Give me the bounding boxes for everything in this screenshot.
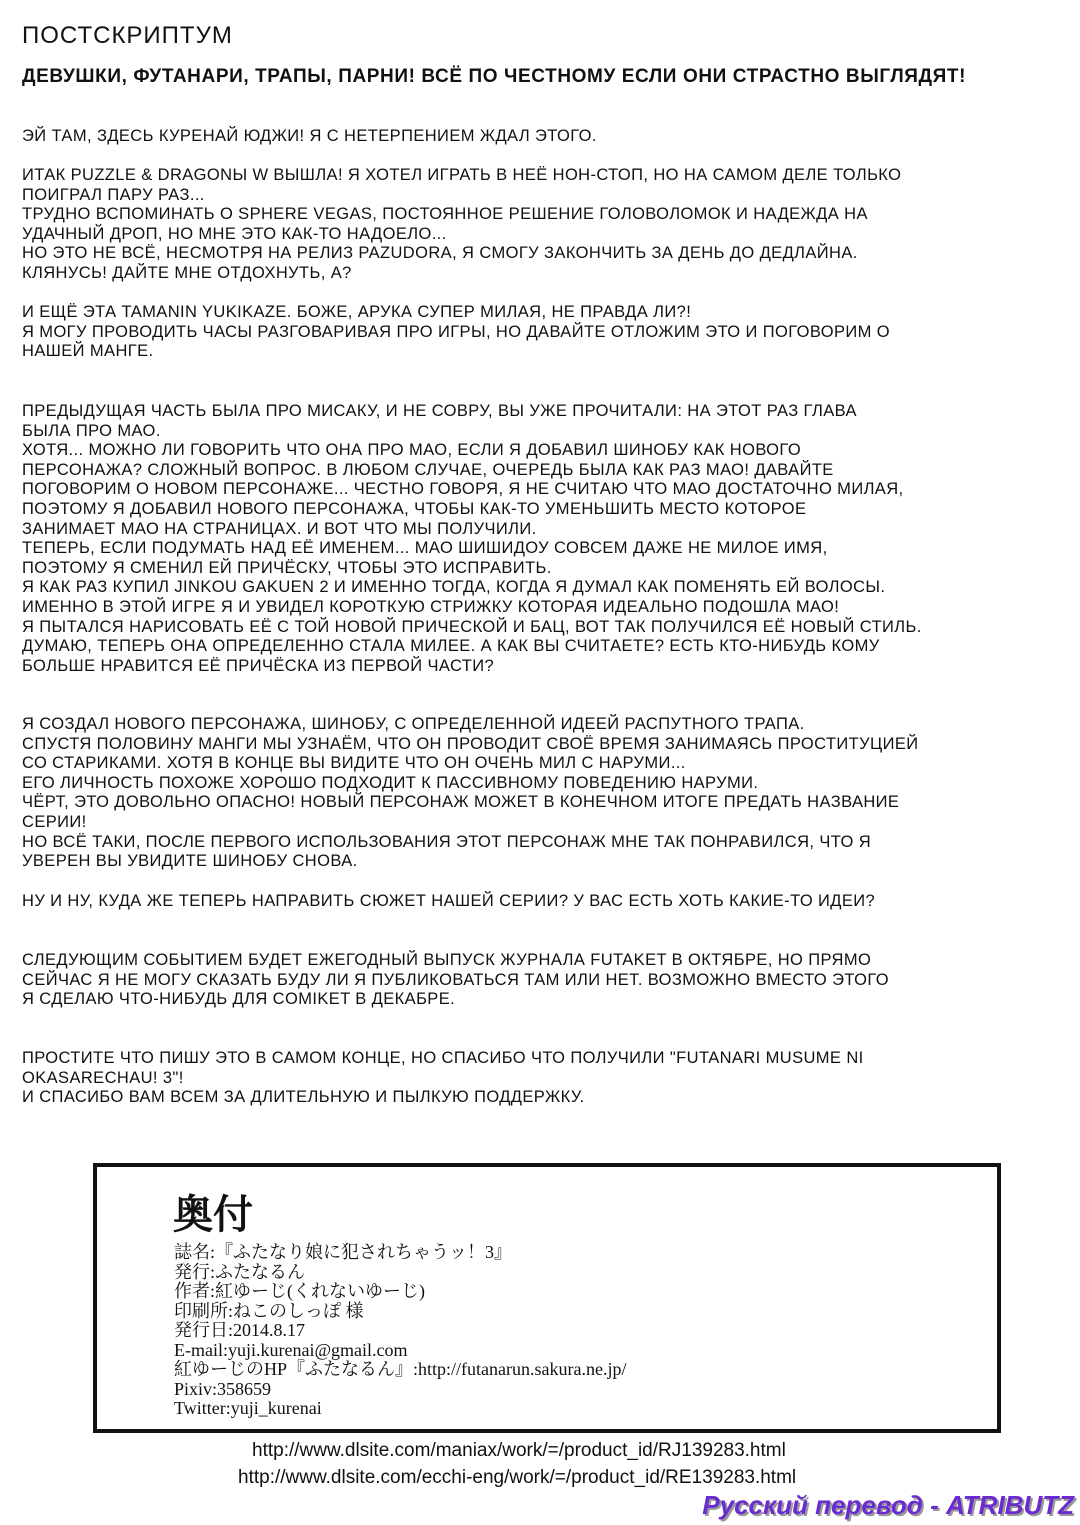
text-line: ЗАНИМАЕТ МАО НА СТРАНИЦАХ. И ВОТ ЧТО МЫ ПОЛУЧИЛИ. (22, 519, 537, 538)
colophon-line: 発行:ふたなるん (174, 1261, 306, 1282)
paragraph (22, 715, 919, 872)
colophon-line: Pixiv:358659 (174, 1378, 272, 1399)
colophon-line: 発行日:2014.8.17 (174, 1320, 306, 1340)
text-line: Я СОЗДАЛ НОВОГО ПЕРСОНАЖА, ШИНОБУ, С ОПРЕДЕЛЕННОЙ ИДЕЕЙ РАСПУТНОГО ТРАПА. (22, 715, 805, 733)
page-heading: ПОСТСКРИПТУМ (22, 22, 233, 49)
text-line: ПЕРСОНАЖА? СЛОЖНЫЙ ВОПРОС. В ЛЮБОМ СЛУЧАЕ, ОЧЕРЕДЬ БЫЛА КАК РАЗ МАО! ДАВАЙТЕ (22, 460, 834, 479)
colophon-line: Twitter:yuji_kurenai (174, 1398, 322, 1418)
paragraph (22, 303, 890, 362)
text-line: НУ И НУ, КУДА ЖЕ ТЕПЕРЬ НАПРАВИТЬ СЮЖЕТ НАШЕЙ СЕРИИ? У ВАС ЕСТЬ ХОТЬ КАКИЕ-ТО ИДЕИ? (22, 892, 876, 910)
text-line: НО ЭТО НЕ ВСЁ, НЕСМОТРЯ НА РЕЛИЗ PAZUDORA, Я СМОГУ ЗАКОНЧИТЬ ЗА ДЕНЬ ДО ДЕДЛАЙНА. (22, 244, 858, 263)
text-line: ПРОСТИТЕ ЧТО ПИШУ ЭТО В САМОМ КОНЦЕ, НО СПАСИБО ЧТО ПОЛУЧИЛИ "FUTANARI MUSUME NI (22, 1049, 864, 1067)
text-line: УДАЧНЫЙ ДРОП, НО МНЕ ЭТО КАК-ТО НАДОЕЛО... (22, 224, 447, 243)
text-line: ЭЙ ТАМ, ЗДЕСЬ КУРЕНАЙ ЮДЖИ! Я С НЕТЕРПЕНИЕМ ЖДАЛ ЭТОГО. (22, 127, 597, 145)
text-line: БЫЛА ПРО МАО. (22, 421, 161, 440)
colophon-details (174, 1243, 626, 1419)
text-line: ПОИГРАЛ ПАРУ РАЗ... (22, 185, 205, 204)
text-line: ТЕПЕРЬ, ЕСЛИ ПОДУМАТЬ НАД ЕЁ ИМЕНЕМ... МАО ШИШИДОУ СОВСЕМ ДАЖЕ НЕ МИЛОЕ ИМЯ, (22, 539, 828, 558)
text-line: ПОГОВОРИМ О НОВОМ ПЕРСОНАЖЕ... ЧЕСТНО ГОВОРЯ, Я НЕ СЧИТАЮ ЧТО МАО ДОСТАТОЧНО МИЛАЯ, (22, 480, 904, 499)
text-line: ТРУДНО ВСПОМИНАТЬ О SPHERE VEGAS, ПОСТОЯННОЕ РЕШЕНИЕ ГОЛОВОЛОМОК И НАДЕЖДА НА (22, 205, 868, 224)
text-line: СЕРИИ! (22, 812, 87, 831)
colophon-line: E-mail:yuji.kurenai@gmail.com (174, 1339, 408, 1360)
colophon-line: 作者:紅ゆーじ(くれないゆーじ) (174, 1281, 425, 1301)
text-line: ЕГО ЛИЧНОСТЬ ПОХОЖЕ ХОРОШО ПОДХОДИТ К ПАССИВНОМУ ПОВЕДЕНИЮ НАРУМИ. (22, 773, 759, 792)
text-line: НО ВСЁ ТАКИ, ПОСЛЕ ПЕРВОГО ИСПОЛЬЗОВАНИЯ ЭТОТ ПЕРСОНАЖ МНЕ ТАК ПОНРАВИЛСЯ, ЧТО Я (22, 832, 872, 851)
text-line: УВЕРЕН ВЫ УВИДИТЕ ШИНОБУ СНОВА. (22, 852, 358, 871)
paragraph (22, 402, 922, 676)
text-line: БОЛЬШЕ НРАВИТСЯ ЕЁ ПРИЧЁСКА ИЗ ПЕРВОЙ ЧАСТИ? (22, 656, 495, 675)
text-line: ХОТЯ... МОЖНО ЛИ ГОВОРИТЬ ЧТО ОНА ПРО МАО, ЕСЛИ Я ДОБАВИЛ ШИНОБУ КАК НОВОГО (22, 441, 802, 460)
text-line: И ЕЩЁ ЭТА TAMANIN YUKIKAZE. БОЖЕ, АРУКА СУПЕР МИЛАЯ, НЕ ПРАВДА ЛИ?! (22, 303, 692, 321)
paragraph (22, 951, 889, 1010)
text-line: КЛЯНУСЬ! ДАЙТЕ МНЕ ОТДОХНУТЬ, А? (22, 263, 352, 282)
text-line: OKASARECHAU! 3"! (22, 1068, 184, 1087)
translation-credit: Русский перевод - ATRIBUTZ (702, 1490, 1074, 1520)
text-line: Я КАК РАЗ КУПИЛ JINKOU GAKUEN 2 И ИМЕННО ТОГДА, КОГДА Я ДУМАЛ КАК ПОМЕНЯТЬ ЕЙ ВОЛОСЫ. (22, 578, 886, 597)
text-line: СЛЕДУЮЩИМ СОБЫТИЕМ БУДЕТ ЕЖЕГОДНЫЙ ВЫПУСК ЖУРНАЛА FUTAKET В ОКТЯБРЕ, НО ПРЯМО (22, 951, 872, 969)
text-line: ЧЁРТ, ЭТО ДОВОЛЬНО ОПАСНО! НОВЫЙ ПЕРСОНАЖ МОЖЕТ В КОНЕЧНОМ ИТОГЕ ПРЕДАТЬ НАЗВАНИЕ (22, 793, 900, 812)
text-line: НАШЕЙ МАНГЕ. (22, 342, 154, 361)
paragraph (22, 892, 875, 912)
text-line: СЕЙЧАС Я НЕ МОГУ СКАЗАТЬ БУДУ ЛИ Я ПУБЛИКОВАТЬСЯ ТАМ ИЛИ НЕТ. ВОЗМОЖНО ВМЕСТО ЭТОГО (22, 970, 889, 989)
text-line: Я МОГУ ПРОВОДИТЬ ЧАСЫ РАЗГОВАРИВАЯ ПРО ИГРЫ, НО ДАВАЙТЕ ОТЛОЖИМ ЭТО И ПОГОВОРИМ О (22, 322, 891, 341)
text-line: Я ПЫТАЛСЯ НАРИСОВАТЬ ЕЁ С ТОЙ НОВОЙ ПРИЧЕСКОЙ И БАЦ, ВОТ ТАК ПОЛУЧИЛСЯ ЕЁ НОВЫЙ СТИЛЬ. (22, 617, 922, 636)
text-line: ДУМАЮ, ТЕПЕРЬ ОНА ОПРЕДЕЛЕННО СТАЛА МИЛЕЕ. А КАК ВЫ СЧИТАЕТЕ? ЕСТЬ КТО-НИБУДЬ КОМУ (22, 637, 880, 656)
text-line: СО СТАРИКАМИ. ХОТЯ В КОНЦЕ ВЫ ВИДИТЕ ЧТО ОН ОЧЕНЬ МИЛ С НАРУМИ... (22, 754, 686, 773)
text-line: И СПАСИБО ВАМ ВСЕМ ЗА ДЛИТЕЛЬНУЮ И ПЫЛКУЮ ПОДДЕРЖКУ. (22, 1088, 585, 1107)
text-line: ПОЭТОМУ Я СМЕНИЛ ЕЙ ПРИЧЁСКУ, ЧТОБЫ ЭТО ИСПРАВИТЬ. (22, 558, 552, 577)
text-line: ПРЕДЫДУЩАЯ ЧАСТЬ БЫЛА ПРО МИСАКУ, И НЕ СОВРУ, ВЫ УЖЕ ПРОЧИТАЛИ: НА ЭТОТ РАЗ ГЛАВА (22, 402, 857, 420)
text-line: ИМЕННО В ЭТОЙ ИГРЕ Я И УВИДЕЛ КОРОТКУЮ СТРИЖКУ КОТОРАЯ ИДЕАЛЬНО ПОДОШЛА МАО! (22, 597, 840, 616)
dlsite-link-ecchi-eng[interactable]: http://www.dlsite.com/ecchi-eng/work/=/product_id/RE139283.html (238, 1467, 797, 1488)
text-line: СПУСТЯ ПОЛОВИНУ МАНГИ МЫ УЗНАЁМ, ЧТО ОН ПРОВОДИТ СВОЁ ВРЕМЯ ЗАНИМАЯСЬ ПРОСТИТУЦИЕЙ (22, 734, 919, 753)
text-line: ПОЭТОМУ Я ДОБАВИЛ НОВОГО ПЕРСОНАЖА, ЧТОБЫ КАК-ТО УМЕНЬШИТЬ МЕСТО КОТОРОЕ (22, 499, 807, 518)
paragraph (22, 127, 597, 147)
dlsite-link-maniax[interactable]: http://www.dlsite.com/maniax/work/=/product_id/RJ139283.html (252, 1440, 786, 1461)
page-subheading: ДЕВУШКИ, ФУТАНАРИ, ТРАПЫ, ПАРНИ! ВСЁ ПО ЧЕСТНОМУ ЕСЛИ ОНИ СТРАСТНО ВЫГЛЯДЯТ! (22, 66, 967, 87)
colophon-line: 印刷所:ねこのしっぽ 様 (174, 1300, 364, 1321)
paragraph (22, 166, 901, 284)
text-line: Я СДЕЛАЮ ЧТО-НИБУДЬ ДЛЯ COMIKET В ДЕКАБРЕ. (22, 990, 456, 1009)
colophon-box (93, 1163, 1001, 1433)
paragraph (22, 1049, 864, 1108)
colophon-line: 誌名:『ふたなり娘に犯されちゃうッ！3』 (174, 1242, 512, 1262)
text-line: ИТАК PUZZLE & DRAGONЫ W ВЫШЛА! Я ХОТЕЛ ИГРАТЬ В НЕЁ НОН-СТОП, НО НА САМОМ ДЕЛЕ ТОЛЬКО (22, 166, 902, 184)
colophon-line: 紅ゆーじのHP『ふたなるん』:http://futanarun.sakura.ne.jp/ (174, 1359, 627, 1379)
colophon-title: 奥付 (173, 1193, 253, 1237)
